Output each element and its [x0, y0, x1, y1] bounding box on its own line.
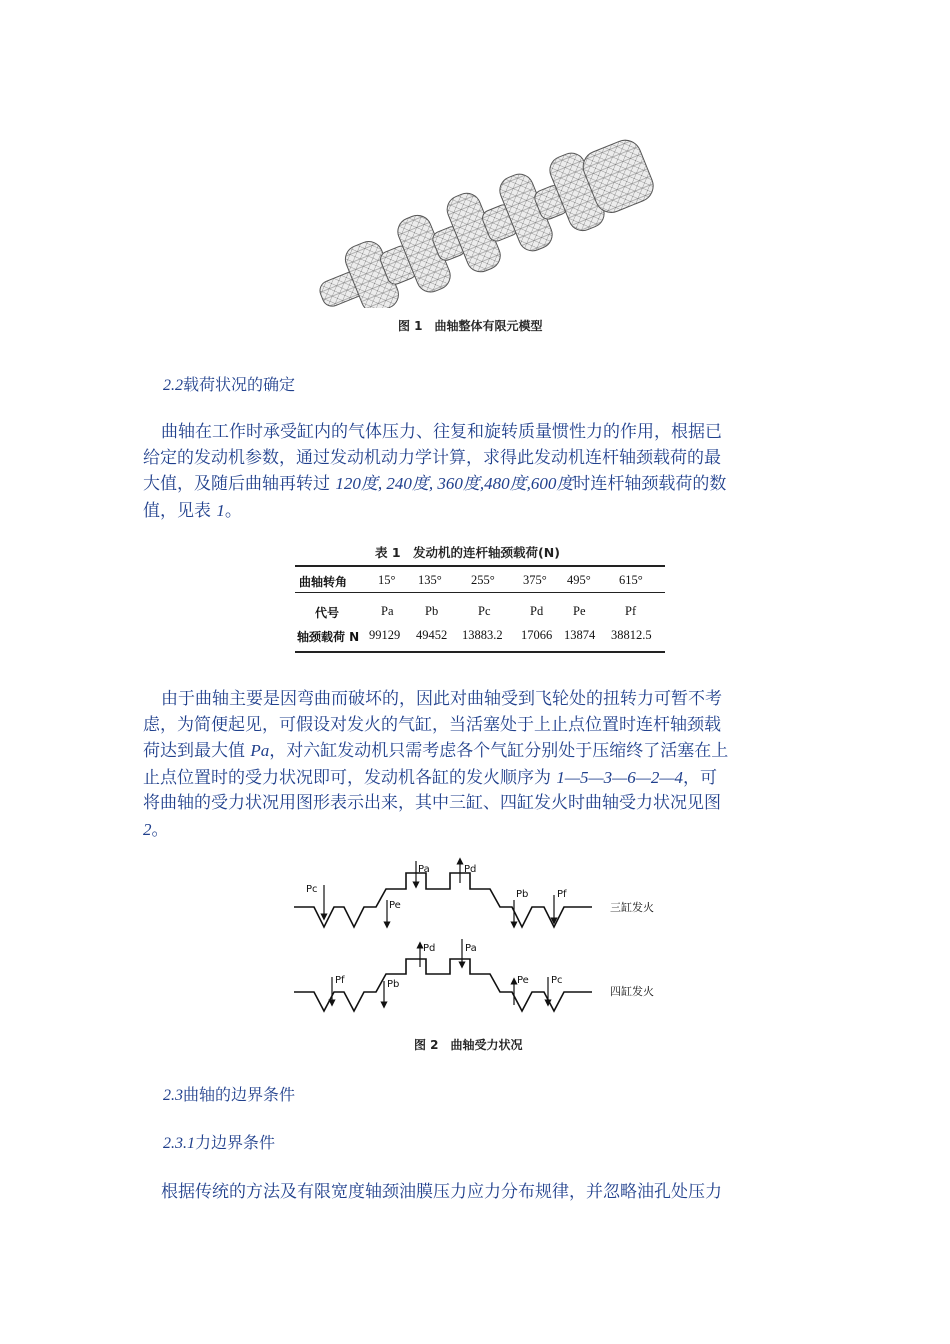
paragraph-boundary — [143, 1180, 798, 1206]
force-label: Pa — [418, 864, 430, 875]
table-cell: Pe — [573, 604, 586, 618]
figure2-caption: 图 2 曲轴受力状况 — [414, 1038, 523, 1052]
angle-list: 120度, 240度, 360度,480度,600度 — [335, 474, 574, 493]
text-line: 大值，及随后曲轴再转过 120度, 240度, 360度,480度,600度时连杆轴颈载荷的数 — [143, 474, 727, 494]
section-2-2-heading — [163, 372, 295, 395]
text-line: 将曲轴的受力状况用图形表示出来，其中三缸、四缸发火时曲轴受力状况见图 — [143, 793, 721, 813]
force-label: Pf — [557, 889, 567, 900]
force-label: Pd — [423, 943, 436, 954]
row-label-cyl4: 四缸发火 — [610, 985, 654, 998]
text-line: 虑，为简便起见，可假设对发火的气缸，当活塞处于上止点位置时连杆轴颈载 — [143, 714, 721, 735]
crankshaft-mesh-figure — [292, 118, 672, 308]
section-title: 力边界条件 — [195, 1133, 276, 1152]
force-label: Pa — [465, 943, 477, 954]
table-cell: 255° — [471, 573, 495, 587]
table-reference: 1 — [216, 500, 225, 520]
section-title: 载荷状况的确定 — [183, 375, 296, 394]
table-cell: Pc — [478, 604, 491, 618]
text-line: 由于曲轴主要是因弯曲而破坏的，因此对曲轴受到飞轮处的扭转力可暂不考 — [161, 689, 722, 709]
text-line: 曲轴在工作时承受缸内的气体压力、往复和旋转质量惯性力的作用，根据已 — [161, 422, 722, 442]
section-2-3-heading — [163, 1082, 295, 1105]
force-label: Pe — [389, 900, 401, 911]
section-number: 2.3 — [163, 1087, 183, 1104]
table-cell: 15° — [378, 573, 396, 587]
force-label: Pe — [517, 975, 529, 986]
row-angle-label: 曲轴转角 — [299, 575, 348, 589]
figure-reference: 2 — [143, 819, 152, 839]
text-line: 荷达到最大值 Pa，对六缸发动机只需考虑各个气缸分别处于压缩终了活塞在上 — [143, 741, 729, 761]
figure1-caption: 图 1 曲轴整体有限元模型 — [398, 319, 543, 333]
text-line: 给定的发动机参数，通过发动机动力学计算，求得此发动机连杆轴颈载荷的最 — [143, 447, 721, 468]
table-cell: 615° — [619, 573, 643, 587]
table-cell: 49452 — [416, 628, 448, 642]
table-cell: Pb — [425, 604, 439, 618]
table-cell: 13883.2 — [462, 628, 503, 642]
row-code-label: 代号 — [315, 606, 340, 620]
table-cell: 495° — [567, 573, 591, 587]
load-table — [295, 565, 665, 657]
row-load-label: 轴颈载荷 N — [297, 630, 360, 644]
table-cell: Pa — [381, 604, 394, 618]
text-line: 止点位置时的受力状况即可，发动机各缸的发火顺序为 1—5—3—6—2—4，可 — [143, 767, 717, 788]
text-line: 2。 — [143, 819, 169, 840]
table-cell: Pd — [530, 604, 544, 618]
section-title: 曲轴的边界条件 — [183, 1085, 296, 1104]
table-cell: 13874 — [564, 628, 596, 642]
section-2-3-1-heading — [163, 1130, 275, 1153]
table1-title: 表 1 发动机的连杆轴颈载荷(N) — [375, 545, 560, 560]
paragraph-firing-order — [143, 687, 798, 843]
section-number: 2.3.1 — [163, 1135, 195, 1152]
force-label: Pd — [464, 864, 477, 875]
table-cell: 38812.5 — [611, 628, 652, 642]
table-cell: 375° — [523, 573, 547, 587]
section-number: 2.2 — [163, 377, 183, 394]
table-cell: 99129 — [369, 628, 401, 642]
force-label: Pb — [387, 979, 400, 990]
text-line: 值，见表 1。 — [143, 500, 242, 521]
force-label: Pb — [516, 889, 529, 900]
table-cell: Pf — [625, 604, 637, 618]
table-cell: 135° — [418, 573, 442, 587]
force-label: Pf — [335, 975, 345, 986]
text-line: 根据传统的方法及有限宽度轴颈油膜压力应力分布规律，并忽略油孔处压力 — [161, 1182, 722, 1202]
force-label: Pc — [306, 884, 318, 895]
firing-order: 1—5—3—6—2—4 — [556, 767, 683, 787]
load-variable: Pa — [250, 741, 270, 760]
row-label-cyl3: 三缸发火 — [610, 901, 654, 914]
crankshaft-force-diagram — [292, 855, 672, 1025]
force-label: Pc — [551, 975, 563, 986]
paragraph-load-intro — [143, 420, 798, 524]
table-cell: 17066 — [521, 628, 553, 642]
